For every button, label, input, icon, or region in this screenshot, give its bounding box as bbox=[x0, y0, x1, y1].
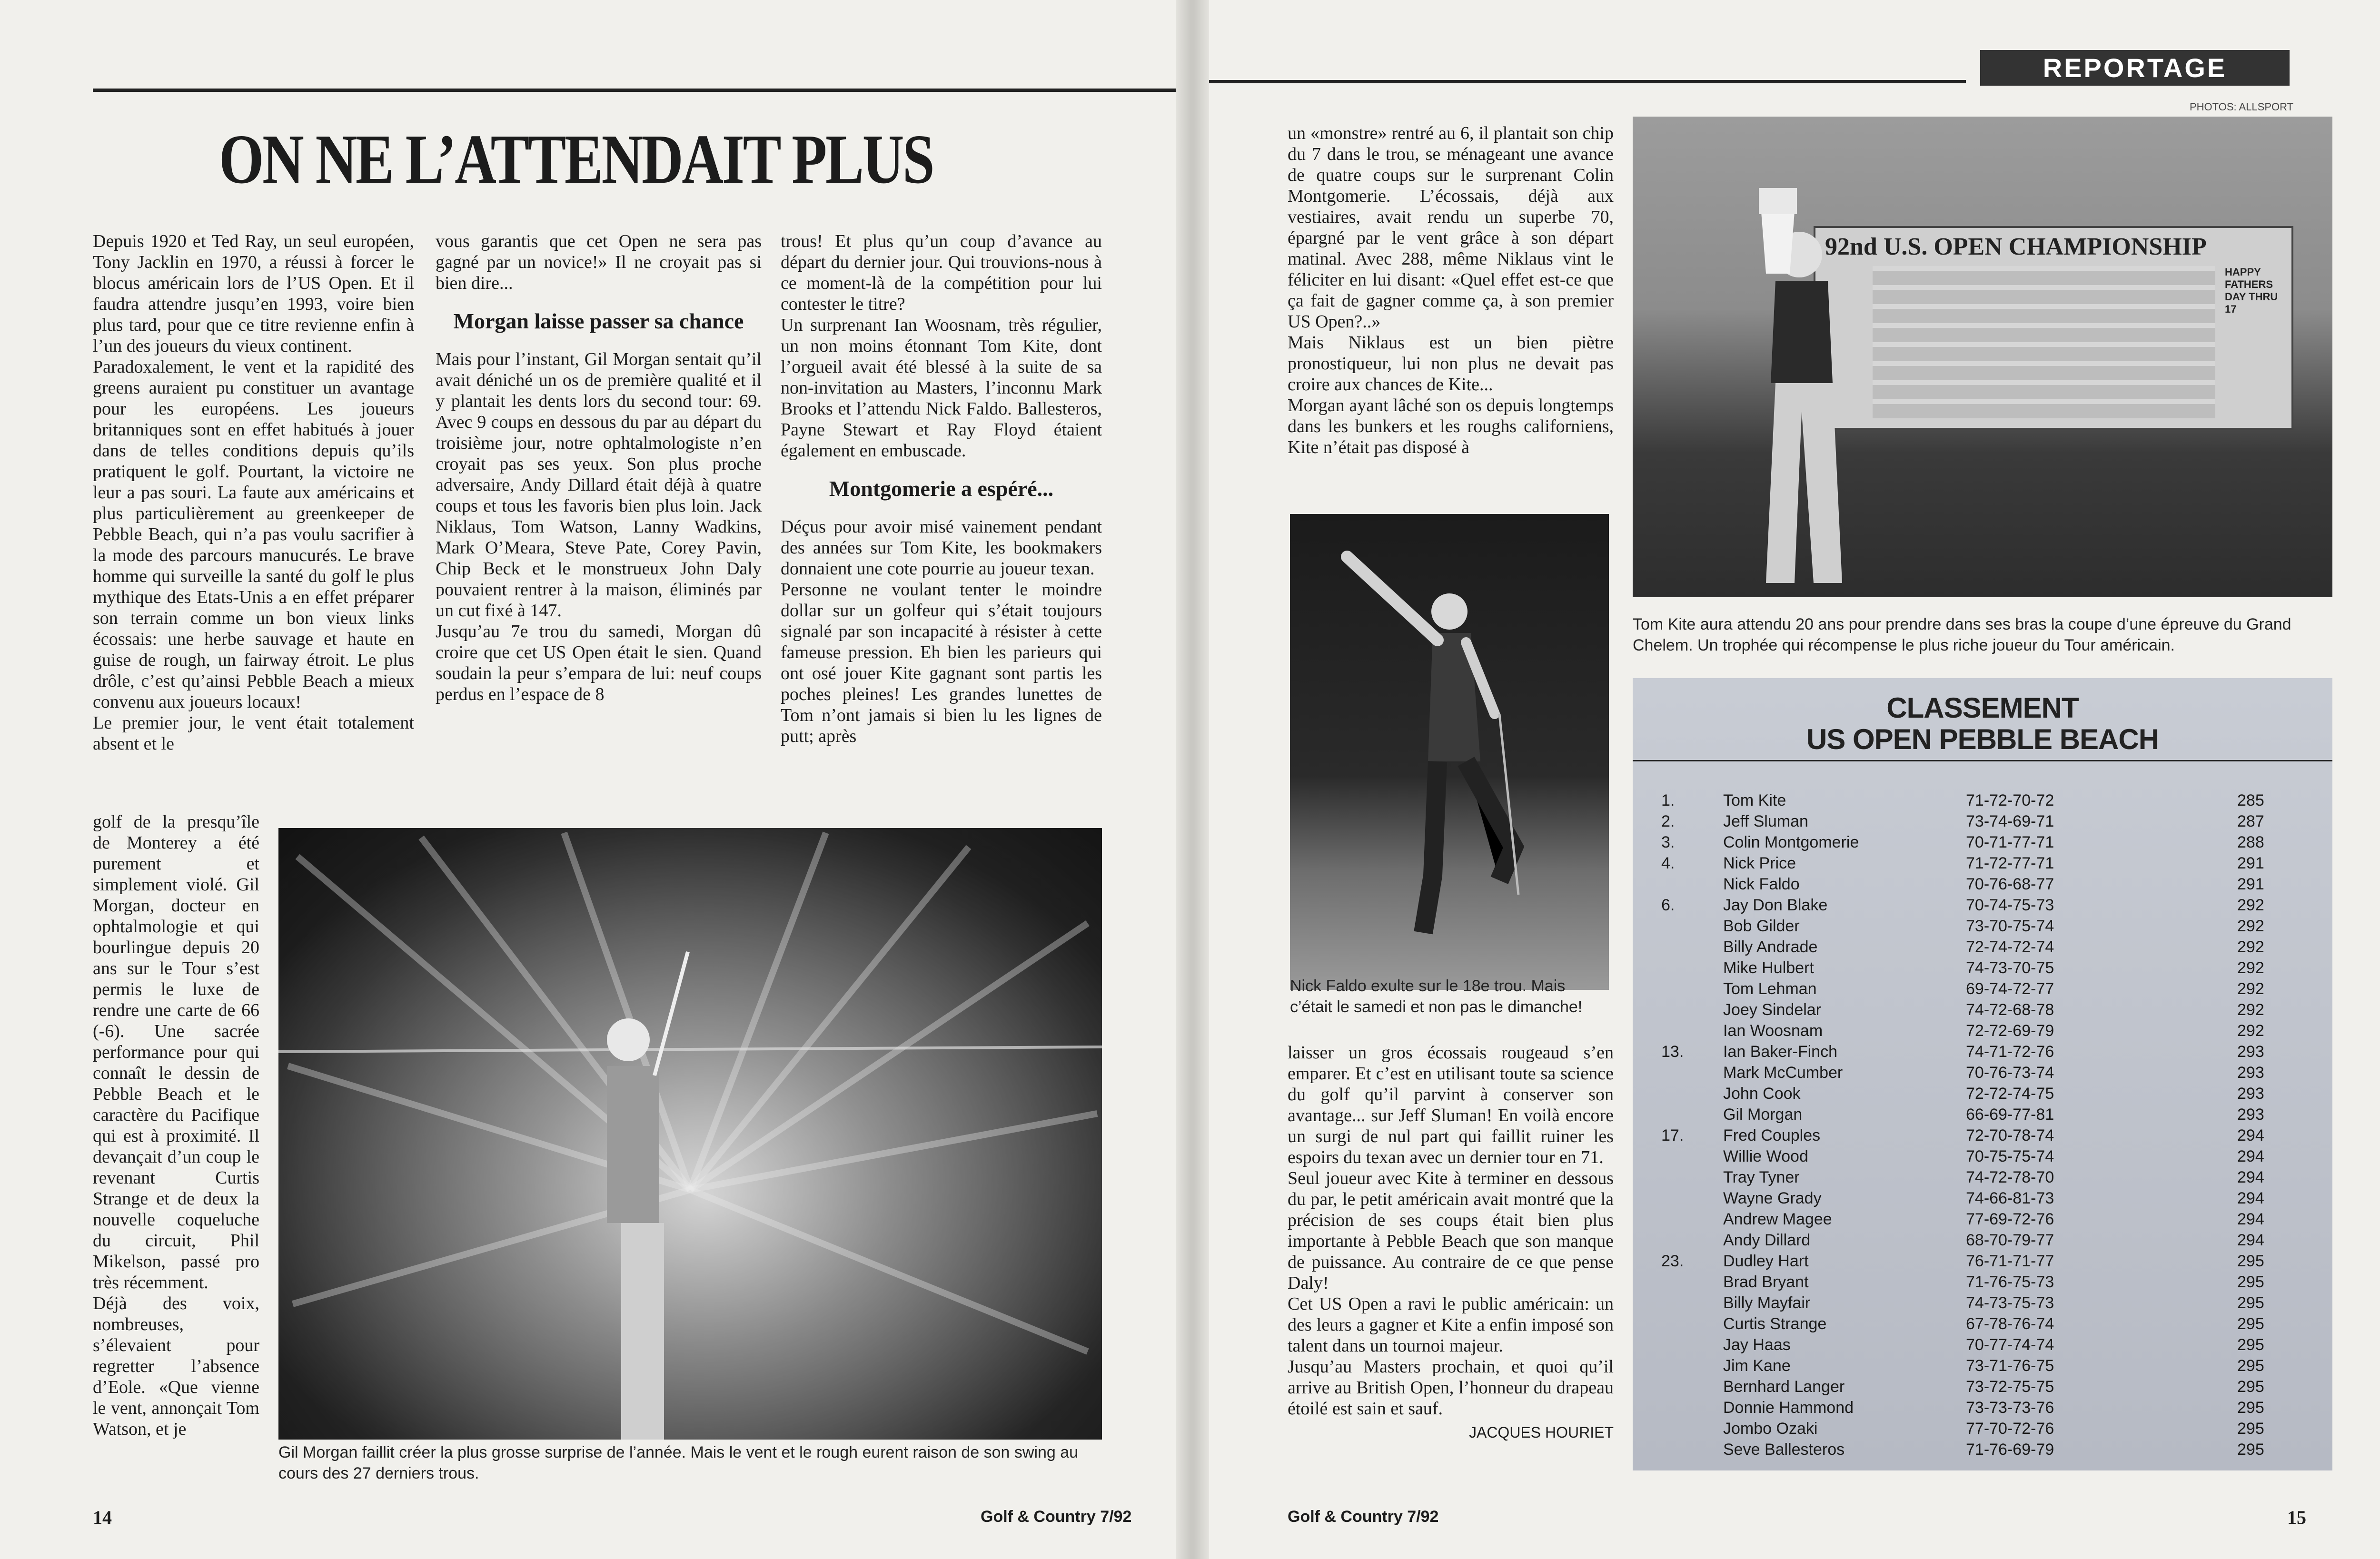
total-cell: 288 bbox=[2237, 833, 2264, 851]
player-name-cell: Jay Don Blake bbox=[1723, 896, 1828, 914]
round-scores-cell: 71-76-75-73 bbox=[1966, 1273, 2054, 1291]
total-cell: 295 bbox=[2237, 1294, 2264, 1312]
round-scores-cell: 74-66-81-73 bbox=[1966, 1189, 2054, 1207]
player-name-cell: Mike Hulbert bbox=[1723, 959, 1814, 977]
photo-credit: PHOTOS: ALLSPORT bbox=[2190, 101, 2294, 113]
paragraph: Morgan ayant lâché son os depuis longtemps dans les bunkers et les roughs californiens, Kite n’était pas disposé à bbox=[1288, 395, 1614, 457]
total-cell: 295 bbox=[2237, 1273, 2264, 1291]
table-row bbox=[1633, 1355, 2332, 1376]
total-cell: 295 bbox=[2237, 1336, 2264, 1354]
player-name-cell: Andy Dillard bbox=[1723, 1231, 1811, 1249]
rank-cell: 2. bbox=[1661, 812, 1675, 830]
gil-morgan-caption: Gil Morgan faillit créer la plus grosse surprise de l’année. Mais le vent et le rough eurent raison de son swing au cours des 27 derniers trous. bbox=[278, 1443, 1079, 1482]
round-scores-cell: 74-71-72-76 bbox=[1966, 1043, 2054, 1061]
rank-cell: 13. bbox=[1661, 1043, 1684, 1061]
nick-faldo-photo bbox=[1290, 514, 1609, 990]
total-cell: 292 bbox=[2237, 959, 2264, 977]
top-rule bbox=[1209, 80, 1966, 83]
standings-table bbox=[1633, 678, 2332, 1470]
table-row bbox=[1633, 1334, 2332, 1355]
standings-title-1: CLASSEMENT bbox=[1886, 692, 2079, 724]
total-cell: 293 bbox=[2237, 1043, 2264, 1061]
player-name-cell: Seve Ballesteros bbox=[1723, 1441, 1845, 1459]
paragraph: Seul joueur avec Kite à terminer en dessous du par, le petit américain avait montré que la précision de ses coups était bien plus importante à Pebble Beach que son manque de puissance. Au contraire de ce que pense Daly! bbox=[1288, 1168, 1614, 1293]
player-name-cell: Jay Haas bbox=[1723, 1336, 1791, 1354]
round-scores-cell: 71-72-77-71 bbox=[1966, 854, 2054, 872]
total-cell: 292 bbox=[2237, 938, 2264, 956]
round-scores-cell: 72-72-74-75 bbox=[1966, 1085, 2054, 1103]
table-row bbox=[1633, 1146, 2332, 1167]
table-row bbox=[1633, 978, 2332, 999]
total-cell: 294 bbox=[2237, 1126, 2264, 1145]
player-name-cell: Tray Tyner bbox=[1723, 1168, 1800, 1186]
round-scores-cell: 71-76-69-79 bbox=[1966, 1441, 2054, 1459]
player-name-cell: Colin Montgomerie bbox=[1723, 833, 1859, 851]
column-1 bbox=[93, 231, 414, 754]
table-row bbox=[1633, 1020, 2332, 1041]
table-row bbox=[1633, 1418, 2332, 1439]
table-row bbox=[1633, 1041, 2332, 1062]
total-cell: 292 bbox=[2237, 917, 2264, 935]
column-2 bbox=[436, 231, 762, 705]
table-row bbox=[1633, 1251, 2332, 1272]
player-name-cell: Ian Woosnam bbox=[1723, 1022, 1823, 1040]
player-name-cell: Mark McCumber bbox=[1723, 1064, 1843, 1082]
table-row bbox=[1633, 1062, 2332, 1083]
paragraph: un «monstre» rentré au 6, il plantait son chip du 7 dans le trou, se ménageant une avance de quatre coups sur le surprenant Colin Montgomerie. L’écossais, déjà aux vestiaires, avait rendu un superbe 70, épargné par le vent grâce à son départ matinal. Avec 288, même Niklaus vint le féliciter en lui disant: «Quel effet est-ce que ça fait de gagner comme ça, à son premier US Open?..» bbox=[1288, 123, 1614, 332]
table-row bbox=[1633, 1104, 2332, 1125]
standings-title-2: US OPEN PEBBLE BEACH bbox=[1806, 723, 2159, 755]
total-cell: 294 bbox=[2237, 1189, 2264, 1207]
paragraph: Depuis 1920 et Ted Ray, un seul européen, Tony Jacklin en 1970, a réussi à forcer le blocus américain lors de l’US Open. Et il faudra attendre jusqu’en 1993, voire bien plus tard, pour que ce titre revienne enfin à l’un des joueurs du vieux continent. bbox=[93, 231, 414, 356]
total-cell: 295 bbox=[2237, 1399, 2264, 1417]
player-name-cell: Joey Sindelar bbox=[1723, 1001, 1822, 1019]
subhead-morgan: Morgan laisse passer sa chance bbox=[453, 309, 744, 333]
player-name-cell: Donnie Hammond bbox=[1723, 1399, 1854, 1417]
spine-gutter bbox=[1176, 0, 1209, 1559]
player-name-cell: Andrew Magee bbox=[1723, 1210, 1832, 1228]
table-row bbox=[1633, 1167, 2332, 1188]
paragraph: Mais pour l’instant, Gil Morgan sentait qu’il avait déniché un os de première qualité et il y plantait les dents lors du second tour: 69. Avec 9 coups en dessous du par au départ du troisième jour, notre ophtalmologiste n’en croyait pas ses yeux. Son plus proche adversaire, Andy Dillard était déjà à quatre coups et tous les favoris bien plus loin. Jack Niklaus, Tom Watson, Lanny Wadkins, Mark O’Meara, Steve Pate, Corey Pavin, Chip Beck et le monstrueux John Daly pouvaient rentrer à la maison, éliminés par un cut fixé à 147. bbox=[436, 349, 762, 621]
total-cell: 291 bbox=[2237, 854, 2264, 872]
round-scores-cell: 69-74-72-77 bbox=[1966, 980, 2054, 998]
player-name-cell: Bob Gilder bbox=[1723, 917, 1800, 935]
total-cell: 292 bbox=[2237, 1001, 2264, 1019]
table-row bbox=[1633, 1293, 2332, 1313]
total-cell: 294 bbox=[2237, 1168, 2264, 1186]
total-cell: 293 bbox=[2237, 1085, 2264, 1103]
round-scores-cell: 74-72-78-70 bbox=[1966, 1168, 2054, 1186]
standings-rule bbox=[1633, 760, 2332, 761]
player-name-cell: Gil Morgan bbox=[1723, 1105, 1803, 1124]
table-row bbox=[1633, 1083, 2332, 1104]
round-scores-cell: 74-73-75-73 bbox=[1966, 1294, 2054, 1312]
scoreboard-side: HAPPY FATHERS DAY THRU 17 bbox=[2225, 266, 2278, 315]
paragraph: golf de la presqu’île de Monterey a été purement et simplement violé. Gil Morgan, docteur en ophtalmologie et qui bourlingue depuis 20 ans sur le Tour s’est permis le luxe de rendre une carte de 66 (-6). Une sacrée performance pour qui connaît le dessin de Pebble Beach et le caractère du Pacifique qui est à proximité. Il devançait d’un coup le revenant Curtis Strange et de deux la nouvelle coqueluche du circuit, Phil Mikelson, passé pro très récemment. bbox=[93, 812, 259, 1293]
rank-cell: 3. bbox=[1661, 833, 1675, 851]
folio-right: Golf & Country 7/92 bbox=[1288, 1508, 1439, 1526]
round-scores-cell: 70-77-74-74 bbox=[1966, 1336, 2054, 1354]
player-name-cell: Willie Wood bbox=[1723, 1147, 1808, 1165]
right-page bbox=[1209, 0, 2380, 1559]
round-scores-cell: 73-73-73-76 bbox=[1966, 1399, 2054, 1417]
total-cell: 287 bbox=[2237, 812, 2264, 830]
total-cell: 295 bbox=[2237, 1420, 2264, 1438]
round-scores-cell: 72-72-69-79 bbox=[1966, 1022, 2054, 1040]
table-row bbox=[1633, 895, 2332, 916]
total-cell: 293 bbox=[2237, 1105, 2264, 1124]
table-row bbox=[1633, 1439, 2332, 1460]
round-scores-cell: 70-76-68-77 bbox=[1966, 875, 2054, 893]
table-row bbox=[1633, 832, 2332, 853]
player-name-cell: Dudley Hart bbox=[1723, 1252, 1809, 1270]
total-cell: 293 bbox=[2237, 1064, 2264, 1082]
total-cell: 295 bbox=[2237, 1357, 2264, 1375]
round-scores-cell: 74-73-70-75 bbox=[1966, 959, 2054, 977]
golfer-celebrating-icon bbox=[1290, 514, 1609, 990]
author: JACQUES HOURIET bbox=[1468, 1424, 1614, 1441]
rank-cell: 4. bbox=[1661, 854, 1675, 872]
headline: ON NE L’ATTENDAIT PLUS bbox=[219, 120, 933, 198]
section-tag: REPORTAGE bbox=[1980, 50, 2290, 86]
paragraph: Déçus pour avoir misé vainement pendant des années sur Tom Kite, les bookmakers donnaient une cote pourrie au joueur texan. bbox=[781, 517, 1102, 579]
paragraph: trous! Et plus qu’un coup d’avance au départ du dernier jour. Qui trouvions-nous à ce moment-là de la compétition pour lui contester le titre? bbox=[781, 231, 1102, 314]
total-cell: 292 bbox=[2237, 1022, 2264, 1040]
player-name-cell: Wayne Grady bbox=[1723, 1189, 1822, 1207]
total-cell: 295 bbox=[2237, 1441, 2264, 1459]
round-scores-cell: 73-71-76-75 bbox=[1966, 1357, 2054, 1375]
table-row bbox=[1633, 853, 2332, 874]
player-name-cell: Ian Baker-Finch bbox=[1723, 1043, 1837, 1061]
paragraph: Un surprenant Ian Woosnam, très régulier, un non moins étonnant Tom Kite, dont l’orgueil avait été blessé à la suite de sa non-invitation au Masters, l’inconnu Mark Brooks et l’attendu Nick Faldo. Ballesteros, Payne Stewart et Ray Floyd étaient également en embuscade. bbox=[781, 315, 1102, 461]
column-3 bbox=[781, 231, 1102, 747]
scoreboard-title: 92nd U.S. OPEN CHAMPIONSHIP bbox=[1825, 233, 2207, 260]
player-name-cell: Bernhard Langer bbox=[1723, 1378, 1845, 1396]
player-name-cell: Curtis Strange bbox=[1723, 1315, 1827, 1333]
rank-cell: 23. bbox=[1661, 1252, 1684, 1270]
round-scores-cell: 68-70-79-77 bbox=[1966, 1231, 2054, 1249]
round-scores-cell: 70-75-75-74 bbox=[1966, 1147, 2054, 1165]
table-row bbox=[1633, 1397, 2332, 1418]
table-row bbox=[1633, 999, 2332, 1020]
tom-kite-photo bbox=[1633, 117, 2332, 597]
right-column-bottom bbox=[1288, 1042, 1614, 1443]
round-scores-cell: 67-78-76-74 bbox=[1966, 1315, 2054, 1333]
crowd-blur-icon bbox=[278, 828, 1102, 1440]
round-scores-cell: 73-70-75-74 bbox=[1966, 917, 2054, 935]
paragraph: Personne ne voulant tenter le moindre dollar sur un golfeur qui s’était toujours signalé par son incapacité à résister à cette fameuse pression. Eh bien les parieurs qui ont osé jouer Kite gagnant sont partis les poches pleines! Les grandes lunettes de Tom n’ont jamais si bien lu les lignes de putt; après bbox=[781, 580, 1102, 746]
total-cell: 291 bbox=[2237, 875, 2264, 893]
table-row bbox=[1633, 937, 2332, 957]
total-cell: 292 bbox=[2237, 896, 2264, 914]
tom-kite-caption: Tom Kite aura attendu 20 ans pour prendre dans ses bras la coupe d’une épreuve du Grand Chelem. Un trophée qui récompense le plus riche joueur du Tour américain. bbox=[1633, 615, 2291, 654]
rank-cell: 6. bbox=[1661, 896, 1675, 914]
player-name-cell: Jombo Ozaki bbox=[1723, 1420, 1818, 1438]
left-page bbox=[0, 0, 1176, 1559]
round-scores-cell: 73-72-75-75 bbox=[1966, 1378, 2054, 1396]
total-cell: 294 bbox=[2237, 1210, 2264, 1228]
total-cell: 292 bbox=[2237, 980, 2264, 998]
player-name-cell: Brad Bryant bbox=[1723, 1273, 1809, 1291]
paragraph: Cet US Open a ravi le public américain: un des leurs a gagner et Kite a enfin imposé son talent dans un tournoi majeur. bbox=[1288, 1294, 1614, 1356]
round-scores-cell: 70-76-73-74 bbox=[1966, 1064, 2054, 1082]
paragraph: Déjà des voix, nombreuses, s’élevaient pour regretter l’absence d’Eole. «Que vienne le vent, annonçait Tom Watson, et je bbox=[93, 1293, 259, 1439]
table-row bbox=[1633, 1313, 2332, 1334]
table-row bbox=[1633, 790, 2332, 811]
player-name-cell: Nick Price bbox=[1723, 854, 1796, 872]
nick-faldo-caption: Nick Faldo exulte sur le 18e trou. Mais c’était le samedi et non pas le dimanche! bbox=[1290, 977, 1583, 1016]
player-name-cell: Jeff Sluman bbox=[1723, 812, 1808, 830]
total-cell: 295 bbox=[2237, 1252, 2264, 1270]
tom-kite-trophy-icon bbox=[1633, 117, 2332, 597]
round-scores-cell: 72-70-78-74 bbox=[1966, 1126, 2054, 1145]
paragraph: Le premier jour, le vent était totalement absent et le bbox=[93, 713, 414, 754]
paragraph: Jusqu’au Masters prochain, et quoi qu’il arrive au British Open, l’honneur du drapeau étoilé est sain et sauf. bbox=[1288, 1357, 1614, 1419]
round-scores-cell: 71-72-70-72 bbox=[1966, 791, 2054, 809]
table-row bbox=[1633, 1230, 2332, 1251]
total-cell: 295 bbox=[2237, 1315, 2264, 1333]
table-row bbox=[1633, 957, 2332, 978]
total-cell: 294 bbox=[2237, 1231, 2264, 1249]
paragraph: Mais Niklaus est un bien piètre pronostiqueur, lui non plus ne devait pas croire aux chances de Kite... bbox=[1288, 333, 1614, 395]
player-name-cell: Tom Lehman bbox=[1723, 980, 1817, 998]
round-scores-cell: 72-74-72-74 bbox=[1966, 938, 2054, 956]
player-name-cell: John Cook bbox=[1723, 1085, 1801, 1103]
round-scores-cell: 77-70-72-76 bbox=[1966, 1420, 2054, 1438]
table-row bbox=[1633, 1188, 2332, 1209]
player-name-cell: Tom Kite bbox=[1723, 791, 1786, 809]
round-scores-cell: 70-71-77-71 bbox=[1966, 833, 2054, 851]
page-number-left: 14 bbox=[93, 1507, 112, 1528]
table-row bbox=[1633, 1272, 2332, 1293]
round-scores-cell: 77-69-72-76 bbox=[1966, 1210, 2054, 1228]
player-name-cell: Billy Mayfair bbox=[1723, 1294, 1811, 1312]
paragraph: laisser un gros écossais rougeaud s’en emparer. Et c’est en utilisant toute sa science du golf qu’il parvint à conserver son avantage... sur Jeff Sluman! En voilà encore un surgi de nul part qui faillit ruiner les espoirs du texan avec un dernier tour en 71. bbox=[1288, 1043, 1614, 1167]
paragraph: Jusqu’au 7e trou du samedi, Morgan dû croire que cet US Open était le sien. Quand soudain la peur s’empara de lui: neuf coups perdus en l’espace de 8 bbox=[436, 622, 762, 704]
player-name-cell: Nick Faldo bbox=[1723, 875, 1800, 893]
round-scores-cell: 76-71-71-77 bbox=[1966, 1252, 2054, 1270]
total-cell: 294 bbox=[2237, 1147, 2264, 1165]
player-name-cell: Jim Kane bbox=[1723, 1357, 1791, 1375]
column-1-narrow bbox=[93, 811, 259, 1440]
round-scores-cell: 70-74-75-73 bbox=[1966, 896, 2054, 914]
table-row bbox=[1633, 1376, 2332, 1397]
table-row bbox=[1633, 916, 2332, 937]
table-row bbox=[1633, 1125, 2332, 1146]
subhead-montgomerie: Montgomerie a espéré... bbox=[829, 476, 1054, 501]
round-scores-cell: 74-72-68-78 bbox=[1966, 1001, 2054, 1019]
table-row bbox=[1633, 811, 2332, 832]
total-cell: 295 bbox=[2237, 1378, 2264, 1396]
round-scores-cell: 66-69-77-81 bbox=[1966, 1105, 2054, 1124]
gil-morgan-photo bbox=[278, 828, 1102, 1440]
total-cell: 285 bbox=[2237, 791, 2264, 809]
round-scores-cell: 73-74-69-71 bbox=[1966, 812, 2054, 830]
table-row bbox=[1633, 874, 2332, 895]
page-number-right: 15 bbox=[2287, 1507, 2306, 1528]
top-rule bbox=[93, 89, 1176, 92]
rank-cell: 1. bbox=[1661, 791, 1675, 809]
paragraph: vous garantis que cet Open ne sera pas gagné par un novice!» Il ne croyait pas si bien dire... bbox=[436, 231, 762, 293]
paragraph: Paradoxalement, le vent et la rapidité des greens auraient pu constituer un avantage pour les européens. Les joueurs britanniques sont en effet habitués à jouer dans de telles conditions depuis qu’ils pratiquent le golf. Pourtant, la victoire ne leur a pas souri. La faute aux américains et plus particulièrement au greenkeeper de Pebble Beach, qui n’a pas voulu sacrifier à la mode des parcours manucurés. Le brave homme qui surveille la santé du golf le plus mythique des Etats-Unis a en effet préparer son terrain comme un bon vieux links écossais: une herbe sauvage et haute en guise de rough, un fairway étroit. Le plus drôle, c’est qu’ainsi Pebble Beach a mieux convenu aux joueurs locaux! bbox=[93, 357, 414, 712]
player-name-cell: Fred Couples bbox=[1723, 1126, 1821, 1145]
folio-left: Golf & Country 7/92 bbox=[981, 1508, 1132, 1526]
right-column-top bbox=[1288, 123, 1614, 458]
table-row bbox=[1633, 1209, 2332, 1230]
rank-cell: 17. bbox=[1661, 1126, 1684, 1145]
standings-title bbox=[1633, 692, 2332, 755]
player-name-cell: Billy Andrade bbox=[1723, 938, 1818, 956]
